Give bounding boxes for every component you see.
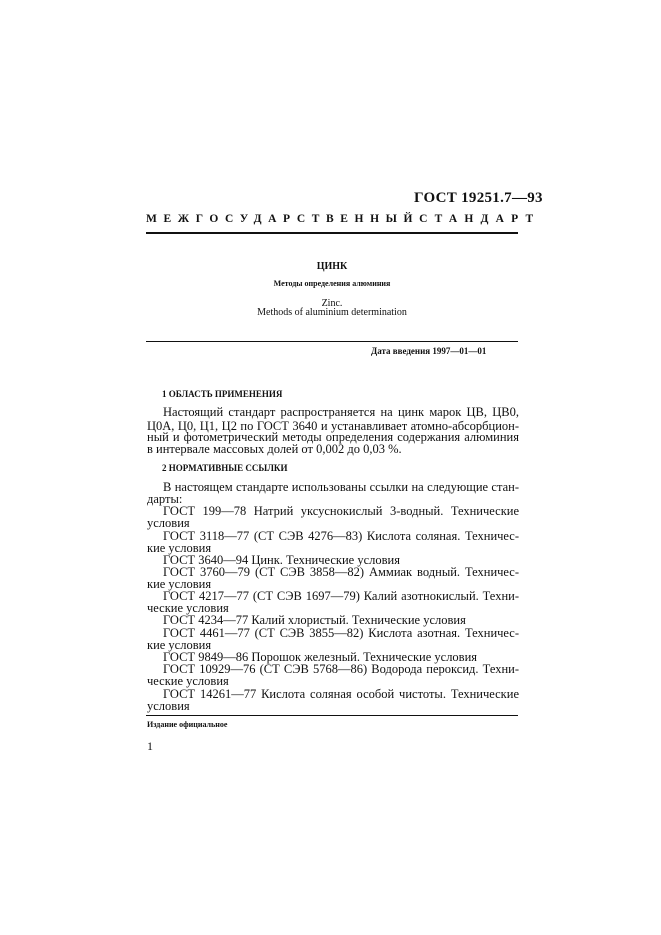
section-2-line: В настоящем стандарте использованы ссылки на следующие стан-	[163, 480, 519, 494]
banner-rule	[146, 232, 518, 234]
section-1-line: ный и фотометрический методы определения содержания алюминия	[147, 430, 519, 444]
reference-line: кие условия	[147, 541, 212, 555]
section-2-heading: 2 НОРМАТИВНЫЕ ССЫЛКИ	[162, 463, 288, 473]
reference-line: ГОСТ 9849—86 Порошок железный. Технические условия	[163, 650, 478, 664]
reference-line: ческие условия	[147, 601, 229, 615]
introduction-date: Дата введения 1997—01—01	[371, 346, 487, 356]
date-rule	[146, 341, 518, 342]
english-subtitle: Methods of aluminium determination	[257, 307, 407, 318]
reference-line: ГОСТ 3118—77 (СТ СЭВ 4276—83) Кислота соляная. Техничес-	[163, 529, 519, 543]
reference-line: ГОСТ 3640—94 Цинк. Технические условия	[163, 553, 400, 567]
banner-word-standard: СТАНДАРТ	[419, 213, 541, 225]
english-title: Zinc.	[321, 298, 343, 309]
reference-line: ГОСТ 4461—77 (СТ СЭВ 3855—82) Кислота азотная. Техничес-	[163, 626, 519, 640]
reference-line: ческие условия	[147, 674, 229, 688]
reference-line: ГОСТ 3760—79 (СТ СЭВ 3858—82) Аммиак водный. Техничес-	[163, 565, 519, 579]
section-2-line: дарты:	[147, 492, 183, 506]
gost-number: ГОСТ 19251.7—93	[414, 190, 543, 206]
reference-line: кие условия	[147, 577, 212, 591]
document-subtitle: Методы определения алюминия	[273, 279, 391, 288]
section-1-heading: 1 ОБЛАСТЬ ПРИМЕНЕНИЯ	[162, 389, 283, 399]
reference-line: ГОСТ 199—78 Натрий уксуснокислый 3-водный. Технические	[163, 504, 519, 518]
section-1-line: в интервале массовых долей от 0,002 до 0,03 %.	[147, 442, 402, 456]
banner-word-interstate: МЕЖГОСУДАРСТВЕННЫЙ	[146, 213, 420, 225]
reference-line: ГОСТ 4217—77 (СТ СЭВ 1697—79) Калий азотнокислый. Техни-	[163, 589, 519, 603]
standard-banner	[146, 213, 541, 225]
official-edition-label: Издание официальное	[147, 720, 228, 729]
page-number: 1	[147, 739, 153, 753]
footer-rule	[146, 715, 518, 716]
reference-line: условия	[147, 699, 190, 713]
section-1-line: Настоящий стандарт распространяется на цинк марок ЦВ, ЦВ0,	[163, 405, 519, 419]
reference-line: условия	[147, 516, 190, 530]
reference-line: ГОСТ 14261—77 Кислота соляная особой чистоты. Технические	[163, 687, 519, 701]
reference-line: ГОСТ 4234—77 Калий хлористый. Технические условия	[163, 613, 466, 627]
reference-line: кие условия	[147, 638, 212, 652]
document-title: ЦИНК	[316, 261, 348, 272]
reference-line: ГОСТ 10929—76 (СТ СЭВ 5768—86) Водорода пероксид. Техни-	[163, 662, 519, 676]
section-1-line: Ц0А, Ц0, Ц1, Ц2 по ГОСТ 3640 и устанавливает атомно-абсорбцион-	[147, 419, 519, 433]
